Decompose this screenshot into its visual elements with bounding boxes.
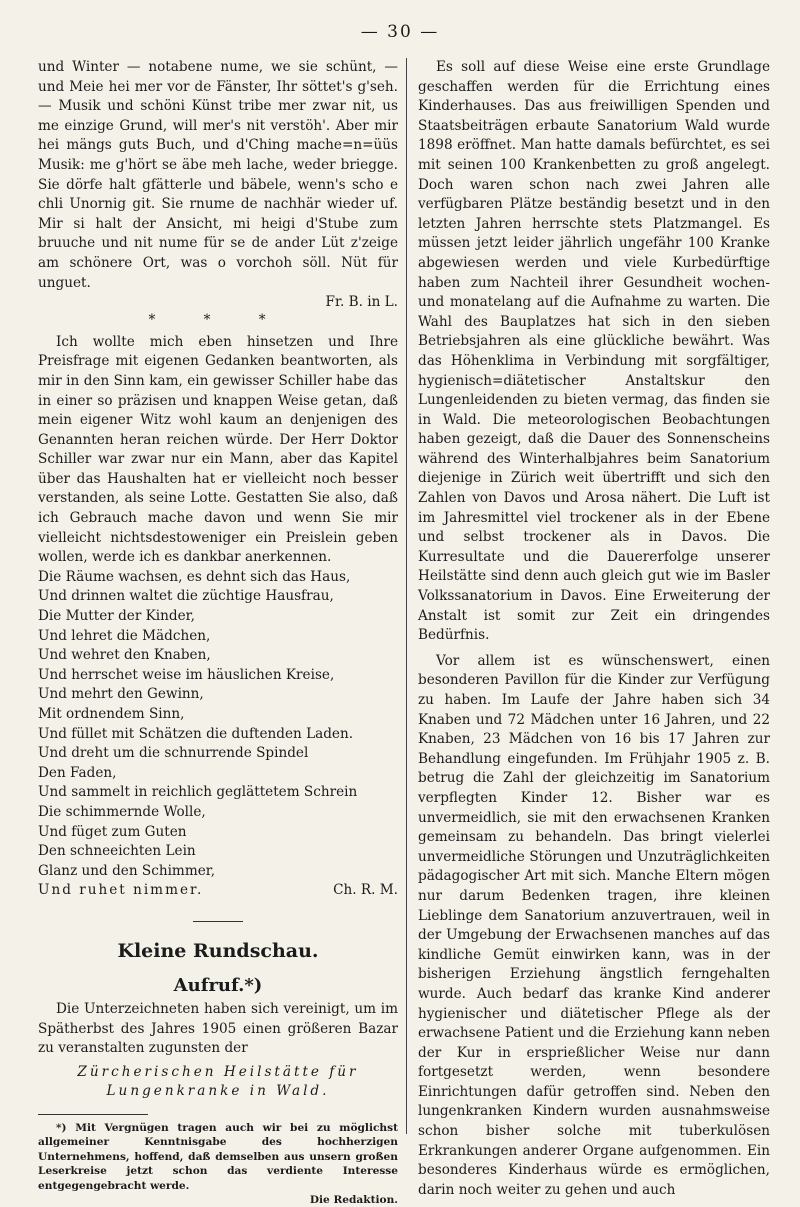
left-column (38, 58, 398, 1207)
dialect-letter: und Winter — notabene nume, we sie schünt, — und Meie hei mer vor de Fänster, Ihr söttet's g'seh. — Musik und schöni Künst tribe mer zwar nit, us me einzige Grund, will mer's nit verstöh'. Aber mir hei mängs guts Buch, und d'Ching mache=n=üüs Musik: me g'hört se äbe meh lache, weder briegge. Sie dörfe halt gfätterle und bäbele, wenn's scho e chli Unornig git. Sie rnume de nachhär wieder uf. Mir si halt der Ansicht, mi heigi d'Stube zum bruuche und nit nume für se de ander Lüt z'zeige am schönere Ort, was o vorchoh söll. Nüt für unguet. (38, 59, 398, 291)
schiller-poem (38, 568, 398, 901)
poem-line: Und mehrt den Gewinn, (38, 686, 204, 703)
institution-name-line-1: Zürcherischen Heilstätte für (77, 1063, 359, 1080)
footnote-rule (38, 1114, 148, 1115)
poem-signature: Ch. R. M. (333, 882, 398, 899)
poem-line: Den schneeichten Lein (38, 843, 196, 860)
poem-last-line: Und ruhet nimmer. (38, 882, 204, 899)
poem-line: Und herrschet weise im häuslichen Kreise, (38, 666, 335, 683)
poem-line: Die Mutter der Kinder, (38, 608, 195, 625)
section-stars: * * * (148, 311, 288, 328)
poem-line: Den Faden, (38, 764, 117, 781)
appeal-title: Aufruf.*) (173, 974, 263, 996)
poem-line: Und dreht um die schnurrende Spindel (38, 745, 309, 762)
second-letter: Ich wollte mich eben hinsetzen und Ihre Preisfrage mit eigenen Gedanken beantworten, als mir in den Sinn kam, ein gewisser Schiller habe das in einer so präzisen und knappen Weise getan, daß mein eigener Witz wohl kaum an denjenigen des Genannten heran reichen würde. Der Herr Doktor Schiller war zwar nur ein Mann, aber das Kapitel über das Haushalten hat er vielleicht noch besser verstanden, als seine Lotte. Gestatten Sie also, daß ich Gebrauch mache davon und wenn Sie mir vielleicht nichtsdestoweniger ein Preislein geben wollen, werde ich es dankbar anerkennen. (38, 333, 398, 566)
poem-line: Und lehret die Mädchen, (38, 627, 211, 644)
right-column (418, 58, 770, 1200)
column-divider (406, 58, 407, 1134)
poem-line: Die Räume wachsen, es dehnt sich das Haus, (38, 568, 351, 585)
section-title: Kleine Rundschau. (117, 939, 319, 962)
poem-line: Und sammelt in reichlich geglättetem Schrein (38, 784, 358, 801)
appeal-text: Die Unterzeichneten haben sich vereinigt, um im Spätherbst des Jahres 1905 einen größeren Bazar zu veranstalten zugunsten der (38, 1000, 398, 1057)
poem-line: Die schimmernde Wolle, (38, 803, 206, 820)
dialect-letter-signature: Fr. B. in L. (325, 294, 398, 311)
sanatorium-paragraph-1: Es soll auf diese Weise eine erste Grundlage geschaffen werden für die Errichtung eines Kinderhauses. Das aus freiwilligen Spenden und Staatsbeiträgen erbaute Sanatorium Wald wurde 1898 eröffnet. Man hatte damals befürchtet, es sei mit seinen 100 Krankenbetten zu groß angelegt. Doch waren schon nach zwei Jahren alle verfügbaren Plätze beständig besetzt und in den letzten Jahren herrschte stets Platzmangel. Es müssen jetzt leider jährlich ungefähr 100 Kranke abgewiesen werden und viele Kurbedürftige haben zum Nachteil ihrer Gesundheit wochen- und monatelang auf die Aufnahme zu warten. Die Wahl des Bauplatzes hat sich in den sieben Betriebsjahren als eine glückliche bewährt. Was das Höhenklima in Verbindung mit sorgfältiger, hygienisch=diätetischer Anstaltskur den Lungenleidenden zu bieten vermag, das finden sie in Wald. Die meteorologischen Beobachtungen haben gezeigt, daß die Dauer des Sonnenscheins während des Winterhalbjahres beim Sanatorium diejenige in Zürich weit übertrifft und sich den Zahlen von Davos und Arosa nähert. Die Luft ist im Jahresmittel viel trockener als in der Ebene und selbst trockener als in Davos. Die Kurresultate und die Dauererfolge unserer Heilstätte sind denn auch gleich gut wie im Basler Volkssanatorium in Davos. Eine Erweiterung der Anstalt ist somit zur Zeit ein dringendes Bedürfnis. (418, 59, 770, 644)
page-number: — 30 — (360, 22, 440, 42)
institution-name-line-2: Lungenkranke in Wald. (106, 1083, 330, 1100)
poem-last-line-row (38, 881, 398, 901)
footnote-signature: Die Redaktion. (309, 1194, 398, 1207)
poem-line: Und füget zum Guten (38, 823, 187, 840)
poem-line: Und füllet mit Schätzen die duftenden Laden. (38, 725, 354, 742)
poem-line: Und drinnen waltet die züchtige Hausfrau, (38, 588, 334, 605)
footnote: *) Mit Vergnügen tragen auch wir bei zu möglichst allgemeiner Kenntnisgabe des hochherzigen Unternehmens, hoffend, daß demselben aus unsern großen Leserkreise jetzt schon das verdiente Interesse entgegengebracht werde. (38, 1121, 398, 1192)
section-divider (193, 921, 243, 922)
poem-line: Und wehret den Knaben, (38, 647, 211, 664)
poem-line: Glanz und den Schimmer, (38, 862, 216, 879)
poem-line: Mit ordnendem Sinn, (38, 706, 185, 722)
sanatorium-paragraph-2: Vor allem ist es wünschenswert, einen besonderen Pavillon für die Kinder zur Verfügung zu haben. Im Laufe der Jahre haben sich 34 Knaben und 72 Mädchen unter 16 Jahren, und 22 Knaben, 23 Mädchen von 16 bis 17 Jahren zur Behandlung eingefunden. Im Frühjahr 1905 z. B. betrug die Zahl der gleichzeitig im Sanatorium verpflegten Kinder 12. Bisher war es unvermeidlich, sie mit den erwachsenen Kranken gemeinsam zu behandeln. Das bringt vielerlei unvermeidliche Störungen und Unzuträglichkeiten pädagogischer Art mit sich. Manche Eltern mögen nur darum Bedenken tragen, ihre kleinen Lieblinge dem Sanatorium anzuvertrauen, weil in der Umgebung der Erwachsenen manches auf das kindliche Gemüt einwirken kann, was in der bisherigen Erziehung ängstlich ferngehalten wurde. Auch bedarf das kranke Kind anderer hygienischer und diätetischer Pflege als der erwachsene Patient und die Erziehung kann neben der Kur in ersprießlicher Weise nur dann fortgesetzt werden, wenn besondere Einrichtungen dafür getroffen sind. Neben den lungenkranken Kindern wurden ausnahmsweise schon bisher solche mit tuberkulösen Erkrankungen anderer Organe aufgenommen. Ein besonderes Kinderhaus würde es ermöglichen, darin noch weiter zu gehen und auch (418, 652, 770, 1198)
